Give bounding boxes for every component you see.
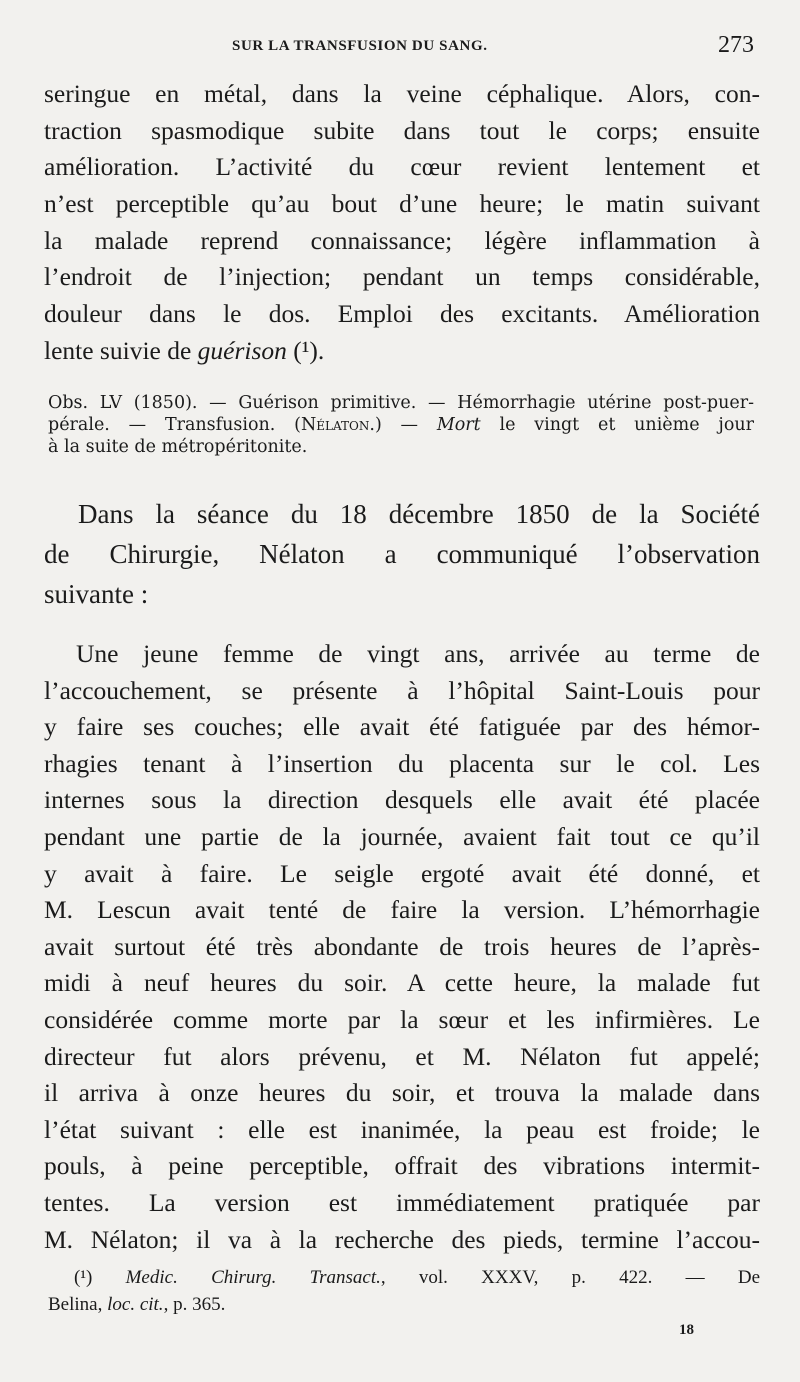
paragraph-case	[44, 636, 760, 1258]
paragraph-intro	[44, 494, 760, 614]
running-title: SUR LA TRANSFUSION DU SANG.	[232, 38, 488, 54]
text-line: internes sous la direction desquels elle avait été placée	[44, 785, 760, 815]
text-line: considérée comme morte par la sœur et les infirmières. Le	[44, 1004, 760, 1034]
text-line	[44, 333, 760, 370]
text-line: l’endroit de l’injection; pendant un temps considérable,	[44, 262, 760, 292]
footnote-reference: (¹).	[293, 335, 325, 365]
text-line: il arriva à onze heures du soir, et trouva la malade dans	[44, 1078, 760, 1108]
text-line	[48, 414, 754, 436]
text-line: n’est perceptible qu’au bout d’une heure; le matin suivant	[44, 189, 760, 219]
text-line: y avait à faire. Le seigle ergoté avait été donné, et	[44, 858, 760, 888]
text-line	[48, 1264, 760, 1291]
text-line: Une jeune femme de vingt ans, arrivée au terme de	[76, 639, 760, 668]
footnote-marker: (¹)	[74, 1267, 126, 1288]
author-name: Nélaton	[300, 415, 370, 435]
signature-mark: 18	[679, 1322, 694, 1338]
text-span: , vol. XXXV, p. 422. — De	[380, 1267, 760, 1288]
text-line: amélioration. L’activité du cœur revient lentement et	[44, 152, 760, 182]
text-span: le vingt et unième jour	[480, 415, 754, 435]
text-span: .) —	[369, 415, 437, 435]
footnote	[48, 1264, 760, 1318]
running-head	[0, 34, 800, 64]
italic-text: guérison	[197, 335, 287, 365]
text-line: directeur fut alors prévenu, et M. Nélaton fut appelé;	[44, 1041, 760, 1071]
text-line: Dans la séance du 18 décembre 1850 de la Société	[78, 499, 760, 529]
text-line: suivante :	[44, 579, 149, 609]
text-line: à la suite de métropéritonite.	[48, 437, 308, 457]
text-span: pérale. — Transfusion. (	[48, 415, 301, 435]
italic-text: Mort	[436, 415, 481, 435]
page-number: 273	[718, 32, 754, 58]
text-line: avait surtout été très abondante de trois heures de l’après-	[44, 931, 760, 961]
text-span: , p. 365.	[163, 1294, 226, 1315]
text-line: de Chirurgie, Nélaton a communiqué l’observation	[44, 539, 760, 569]
italic-text: Medic. Chirurg. Transact.	[125, 1267, 381, 1288]
text-line: M. Lescun avait tenté de faire la version. L’hémorrhagie	[44, 895, 760, 925]
text-line: pouls, à peine perceptible, offrait des vibrations intermit-	[44, 1151, 760, 1181]
paragraph-continuation	[44, 76, 760, 370]
text-line: l’accouchement, se présente à l’hôpital Saint-Louis pour	[44, 675, 760, 705]
text-line	[48, 1291, 760, 1318]
text-line: la malade reprend connaissance; légère inflammation à	[44, 225, 760, 255]
text-span: Belina,	[48, 1294, 108, 1315]
text-line: Obs. LV (1850). — Guérison primitive. — Hémorrhagie utérine post-puer-	[48, 393, 754, 413]
text-line: tentes. La version est immédiatement pratiquée par	[44, 1187, 760, 1217]
text-line: M. Nélaton; il va à la recherche des pieds, termine l’accou-	[44, 1224, 760, 1254]
text-line: rhagies tenant à l’insertion du placenta sur le col. Les	[44, 748, 760, 778]
observation-heading	[48, 392, 754, 458]
text-line: l’état suivant : elle est inanimée, la peau est froide; le	[44, 1114, 760, 1144]
text-span: lente suivie de	[44, 335, 198, 365]
italic-text: loc. cit.	[107, 1294, 164, 1315]
text-line: midi à neuf heures du soir. A cette heure, la malade fut	[44, 968, 760, 998]
text-line: traction spasmodique subite dans tout le corps; ensuite	[44, 115, 760, 145]
text-line: pendant une partie de la journée, avaient fait tout ce qu’il	[44, 821, 760, 851]
text-line: douleur dans le dos. Emploi des excitants. Amélioration	[44, 299, 760, 329]
text-line: seringue en métal, dans la veine céphalique. Alors, con-	[44, 79, 760, 108]
text-line: y faire ses couches; elle avait été fatiguée par des hémor-	[44, 712, 760, 742]
